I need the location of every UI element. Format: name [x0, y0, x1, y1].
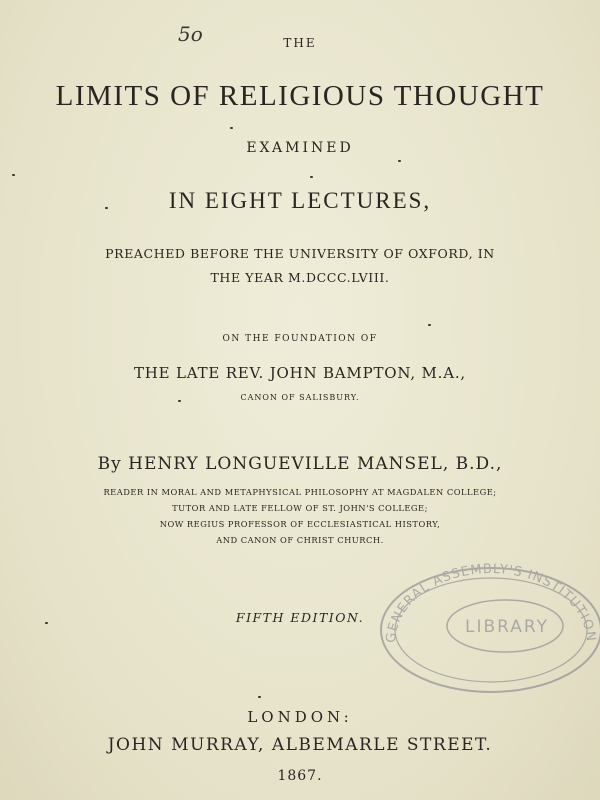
stamp-ring-text: GENERAL ASSEMBLY'S INSTITUTION	[383, 561, 599, 644]
author-line	[0, 454, 600, 474]
subtitle-examined: EXAMINED	[246, 140, 354, 156]
ink-speck	[12, 174, 15, 176]
title-article: THE	[283, 36, 317, 50]
stamp-center-text: LIBRARY	[464, 617, 550, 637]
ink-speck	[310, 176, 313, 178]
ink-speck	[105, 207, 108, 209]
author-name: HENRY LONGUEVILLE MANSEL, B.D.,	[128, 454, 503, 474]
publisher-name: JOHN MURRAY, ALBEMARLE STREET.	[107, 735, 493, 755]
canon-salisbury-line: CANON OF SALISBURY.	[240, 393, 360, 402]
ink-speck	[428, 324, 431, 326]
ink-speck	[178, 400, 181, 402]
credential-line-3: NOW REGIUS PROFESSOR OF ECCLESIASTICAL HISTORY,	[159, 519, 441, 529]
credential-line-4: AND CANON OF CHRIST CHURCH.	[216, 535, 384, 545]
ink-speck	[230, 127, 233, 129]
ink-speck	[258, 696, 261, 698]
ink-speck	[398, 160, 401, 162]
publisher-city: LONDON:	[247, 708, 353, 726]
foundation-line: ON THE FOUNDATION OF	[222, 334, 378, 344]
preached-line-2: THE YEAR M.DCCC.LVIII.	[210, 270, 390, 285]
credential-line-2: TUTOR AND LATE FELLOW OF ST. JOHN'S COLLEGE;	[172, 503, 428, 513]
library-stamp	[365, 548, 600, 698]
bampton-line: THE LATE REV. JOHN BAMPTON, M.A.,	[134, 364, 466, 382]
main-title: LIMITS OF RELIGIOUS THOUGHT	[55, 80, 545, 112]
credential-line-1: READER IN MORAL AND METAPHYSICAL PHILOSOPHY AT MAGDALEN COLLEGE;	[103, 487, 497, 497]
author-by: By	[97, 454, 122, 474]
preached-line-1: PREACHED BEFORE THE UNIVERSITY OF OXFORD, IN	[105, 246, 495, 261]
publication-year: 1867.	[277, 768, 323, 784]
edition-line: FIFTH EDITION.	[235, 610, 365, 625]
ink-speck	[45, 622, 48, 624]
handwritten-mark: 5o	[178, 22, 203, 46]
subtitle-lectures: IN EIGHT LECTURES,	[168, 188, 432, 213]
